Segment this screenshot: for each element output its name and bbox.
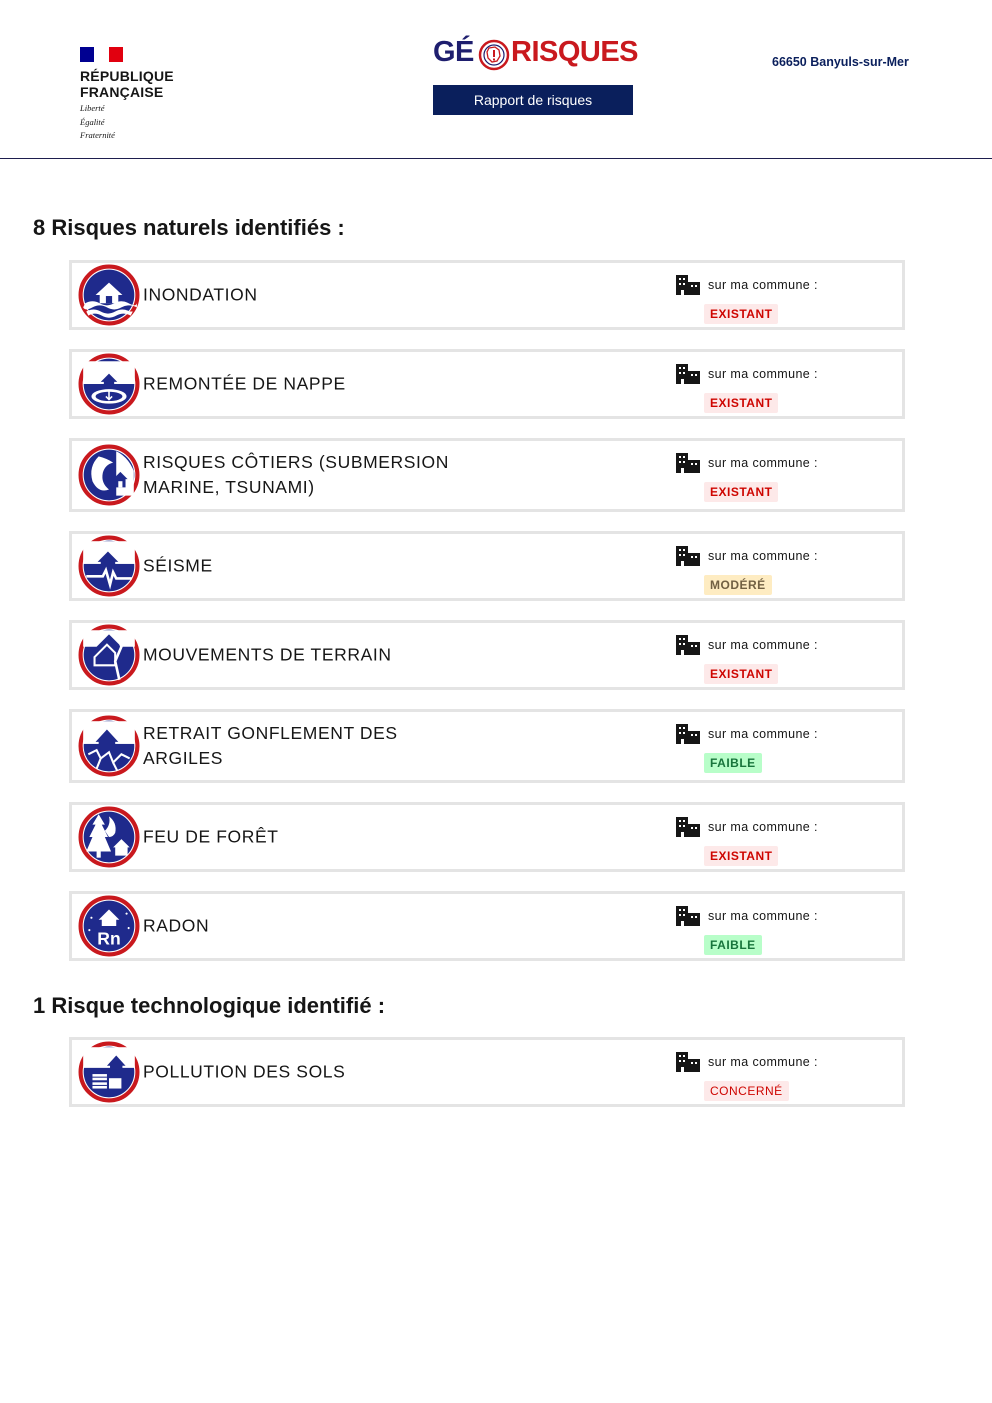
rf-motto-line2: Égalité bbox=[80, 116, 105, 127]
commune-name: 66650 Banyuls-sur-Mer bbox=[772, 55, 909, 69]
clay-shrink-icon bbox=[78, 715, 140, 777]
french-flag-icon bbox=[80, 47, 123, 62]
flood-icon bbox=[78, 264, 140, 326]
commune-label: sur ma commune : bbox=[708, 1055, 818, 1069]
risk-card-feu-de-foret bbox=[69, 802, 905, 872]
status-badge: MODÉRÉ bbox=[704, 575, 772, 595]
technological-risks-title: 1 Risque technologique identifié : bbox=[33, 993, 386, 1018]
forest-fire-icon bbox=[78, 806, 140, 868]
building-icon bbox=[676, 453, 700, 473]
risk-card-inondation bbox=[69, 260, 905, 330]
risk-card-pollution-des-sols bbox=[69, 1037, 905, 1107]
groundwater-icon bbox=[78, 353, 140, 415]
radon-icon bbox=[78, 895, 140, 957]
georisques-logo bbox=[433, 36, 639, 76]
soil-pollution-icon bbox=[78, 1041, 140, 1103]
status-badge: FAIBLE bbox=[704, 753, 762, 773]
rf-name-line1: RÉPUBLIQUE bbox=[80, 68, 174, 84]
risk-card-risques-cotiers bbox=[69, 438, 905, 512]
building-icon bbox=[676, 906, 700, 926]
rf-motto-line1: Liberté bbox=[80, 103, 105, 113]
landslide-icon bbox=[78, 624, 140, 686]
building-icon bbox=[676, 275, 700, 295]
rf-name-line2: FRANÇAISE bbox=[80, 84, 164, 100]
risk-card-radon bbox=[69, 891, 905, 961]
risk-card-mouvements-de-terrain bbox=[69, 620, 905, 690]
status-badge: EXISTANT bbox=[704, 664, 778, 684]
brand-globe-icon bbox=[478, 39, 510, 71]
building-icon bbox=[676, 817, 700, 837]
building-icon bbox=[676, 724, 700, 744]
republique-francaise-logo bbox=[80, 47, 190, 141]
commune-label: sur ma commune : bbox=[708, 909, 818, 923]
brand-right-text: RISQUES bbox=[511, 36, 639, 68]
building-icon bbox=[676, 364, 700, 384]
risk-name: MOUVEMENTS DE TERRAIN bbox=[143, 644, 392, 665]
report-type-badge: Rapport de risques bbox=[433, 85, 633, 115]
risk-name: INONDATION bbox=[143, 284, 258, 305]
commune-label: sur ma commune : bbox=[708, 278, 818, 292]
natural-risk-list bbox=[69, 260, 905, 980]
rf-motto-line3: Fraternité bbox=[80, 130, 115, 140]
status-badge: CONCERNÉ bbox=[704, 1081, 789, 1101]
risk-name: REMONTÉE DE NAPPE bbox=[143, 373, 346, 394]
commune-label: sur ma commune : bbox=[708, 638, 818, 652]
earthquake-icon bbox=[78, 535, 140, 597]
risk-card-retrait-gonflement-argiles bbox=[69, 709, 905, 783]
status-badge: EXISTANT bbox=[704, 393, 778, 413]
commune-label: sur ma commune : bbox=[708, 727, 818, 741]
risk-name: RADON bbox=[143, 915, 210, 936]
status-badge: FAIBLE bbox=[704, 935, 762, 955]
technological-risk-list bbox=[69, 1037, 905, 1126]
commune-label: sur ma commune : bbox=[708, 456, 818, 470]
risk-name: RISQUES CÔTIERS (SUBMERSION MARINE, TSUNAMI) bbox=[143, 452, 449, 497]
commune-label: sur ma commune : bbox=[708, 820, 818, 834]
commune-label: sur ma commune : bbox=[708, 367, 818, 381]
risk-name: FEU DE FORÊT bbox=[143, 826, 279, 847]
status-badge: EXISTANT bbox=[704, 846, 778, 866]
building-icon bbox=[676, 1052, 700, 1072]
natural-risks-title: 8 Risques naturels identifiés : bbox=[33, 215, 345, 240]
status-badge: EXISTANT bbox=[704, 482, 778, 502]
risk-card-remontee-de-nappe bbox=[69, 349, 905, 419]
risk-card-seisme bbox=[69, 531, 905, 601]
radon-symbol-text: Rn bbox=[97, 928, 121, 949]
risk-name: SÉISME bbox=[143, 555, 213, 576]
risk-name: RETRAIT GONFLEMENT DES ARGILES bbox=[143, 723, 398, 768]
building-icon bbox=[676, 546, 700, 566]
building-icon bbox=[676, 635, 700, 655]
status-badge: EXISTANT bbox=[704, 304, 778, 324]
coastal-wave-icon bbox=[78, 444, 140, 506]
brand-left-text: GÉ bbox=[433, 36, 474, 68]
commune-label: sur ma commune : bbox=[708, 549, 818, 563]
report-header bbox=[0, 0, 992, 159]
risk-name: POLLUTION DES SOLS bbox=[143, 1061, 346, 1082]
